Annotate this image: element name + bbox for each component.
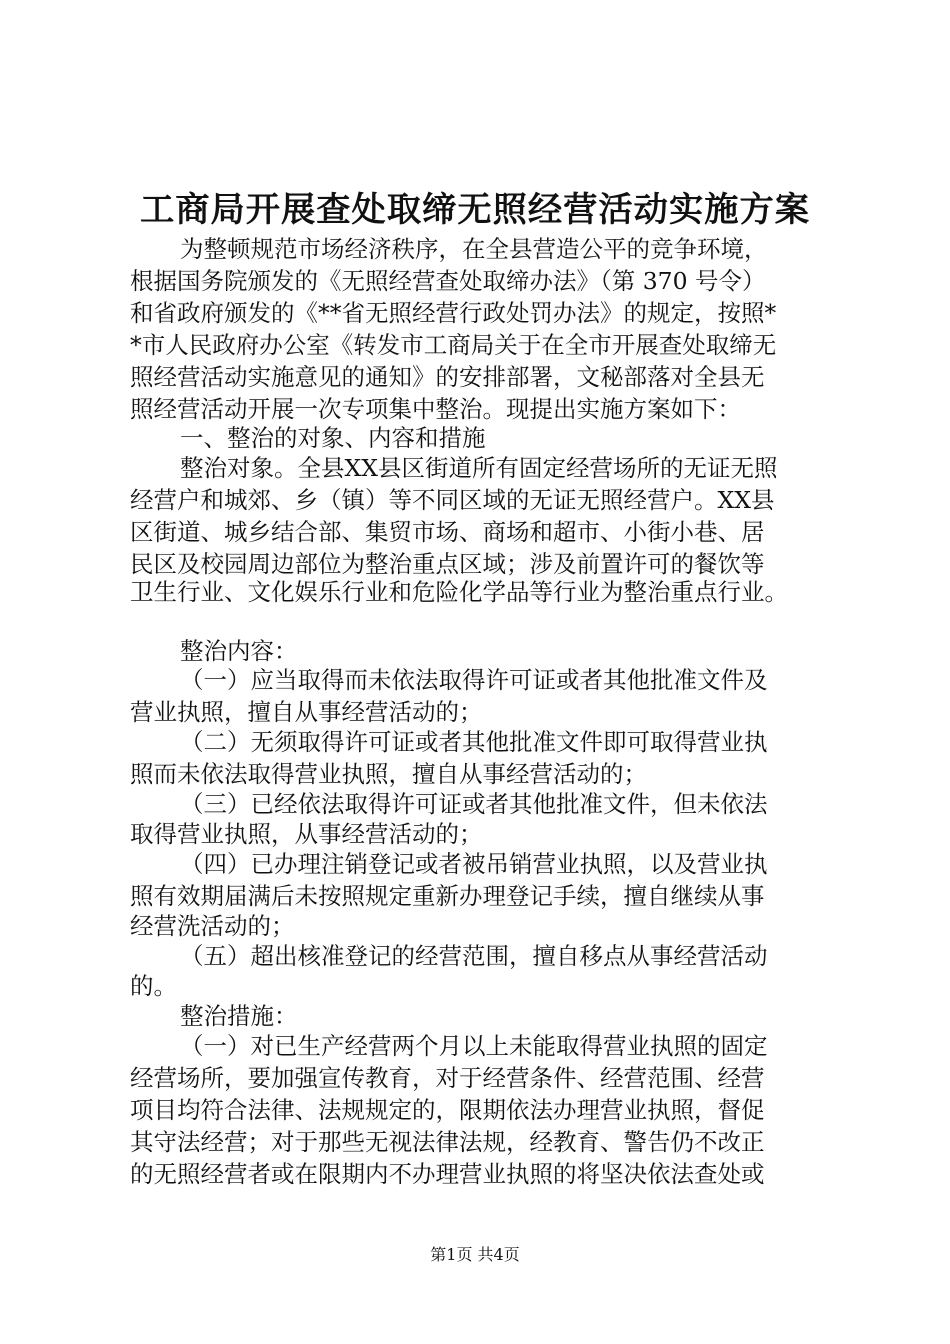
- body-line: 项目均符合法律、法规规定的，限期依法办理营业执照，督促: [130, 1096, 765, 1124]
- body-line: 照有效期届满后未按照规定重新办理登记手续，擅自继续从事: [130, 882, 765, 910]
- body-line: 取得营业执照，从事经营活动的；: [130, 820, 483, 848]
- body-line: 的。: [130, 972, 177, 1000]
- body-line: （一）应当取得而未依法取得许可证或者其他批准文件及: [180, 666, 768, 694]
- body-line: 营业执照，擅自从事经营活动的；: [130, 698, 483, 726]
- body-line: 经营户和城郊、乡（镇）等不同区域的无证无照经营户。XX县: [130, 486, 775, 514]
- body-line: 根据国务院颁发的《无照经营查处取缔办法》（第 370 号令）: [130, 267, 766, 295]
- body-line: 其守法经营；对于那些无视法律法规，经教育、警告仍不改正: [130, 1128, 765, 1156]
- body-line: *市人民政府办公室《转发市工商局关于在全市开展查处取缔无: [130, 331, 777, 359]
- body-line: 经营洗活动的；: [130, 912, 295, 940]
- body-line: 整治对象。全县XX县区街道所有固定经营场所的无证无照: [180, 454, 778, 482]
- body-line: （四）已办理注销登记或者被吊销营业执照，以及营业执: [180, 850, 768, 878]
- body-line: （三）已经依法取得许可证或者其他批准文件，但未依法: [180, 790, 768, 818]
- body-line: 照经营活动开展一次专项集中整治。现提出实施方案如下：: [130, 395, 741, 423]
- body-line: 照经营活动实施意见的通知》的安排部署，文秘部落对全县无: [130, 363, 765, 391]
- body-line: （五）超出核准登记的经营范围，擅自移点从事经营活动: [180, 942, 768, 970]
- subsection-heading: 整治内容：: [180, 637, 298, 665]
- body-line: 和省政府颁发的《**省无照经营行政处罚办法》的规定，按照*: [130, 299, 777, 327]
- body-line: （二）无须取得许可证或者其他批准文件即可取得营业执: [180, 728, 768, 756]
- body-line: 民区及校园周边部位为整治重点区域；涉及前置许可的餐饮等: [130, 550, 765, 578]
- body-line: 照而未依法取得营业执照，擅自从事经营活动的；: [130, 760, 647, 788]
- subsection-heading: 整治措施：: [180, 1002, 298, 1030]
- document-title: 工商局开展查处取缔无照经营活动实施方案: [139, 190, 811, 230]
- body-line: 卫生行业、文化娱乐行业和危险化学品等行业为整治重点行业。: [130, 578, 788, 606]
- body-line: 区街道、城乡结合部、集贸市场、商场和超市、小街小巷、居: [130, 518, 765, 546]
- body-line: （一）对已生产经营两个月以上未能取得营业执照的固定: [180, 1032, 768, 1060]
- section-heading: 一、整治的对象、内容和措施: [180, 424, 486, 452]
- body-line: 经营场所，要加强宣传教育，对于经营条件、经营范围、经营: [130, 1064, 765, 1092]
- body-line: 的无照经营者或在限期内不办理营业执照的将坚决依法查处或: [130, 1160, 765, 1188]
- page-number: 第1页 共4页: [430, 1245, 520, 1264]
- body-line: 为整顿规范市场经济秩序，在全县营造公平的竞争环境，: [180, 235, 768, 263]
